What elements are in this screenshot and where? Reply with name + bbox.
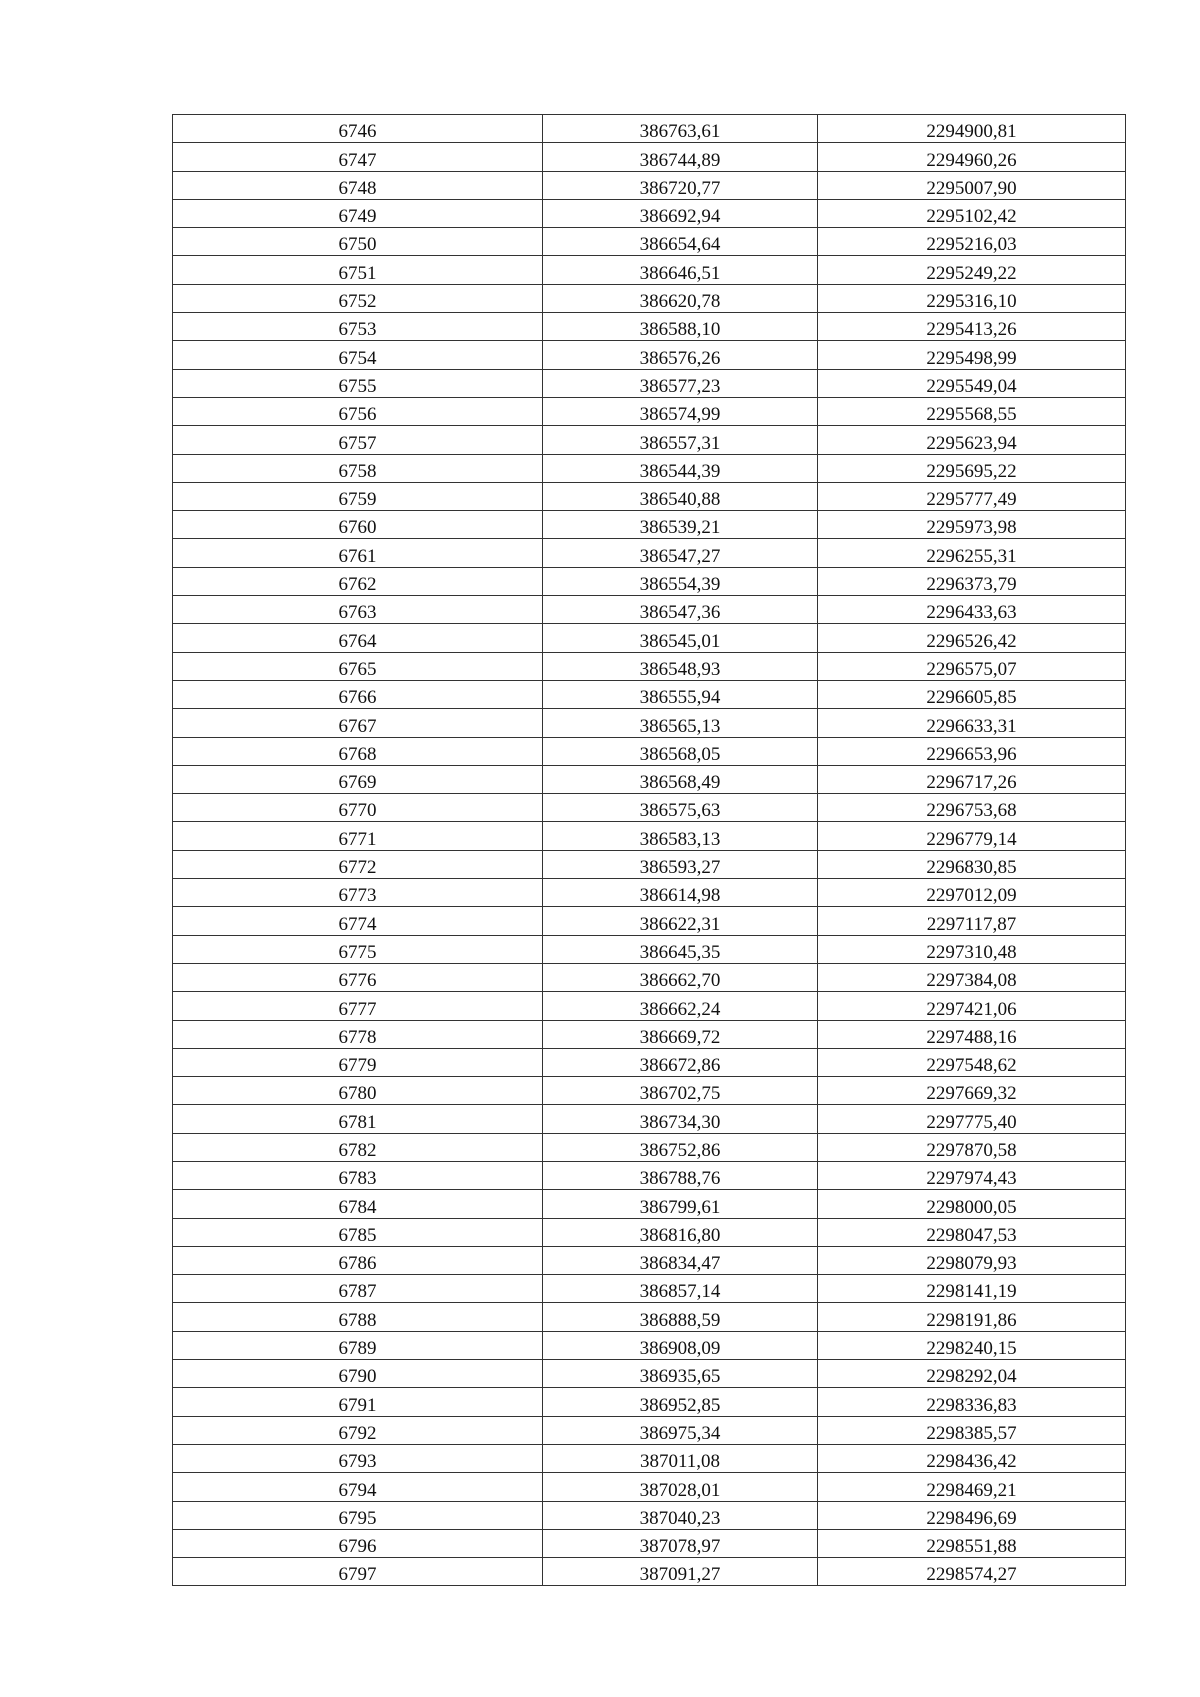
table-row	[173, 963, 1126, 991]
table-row	[173, 482, 1126, 510]
coordinates-table-body	[173, 115, 1126, 1586]
point-number-cell: 6756	[173, 397, 543, 425]
x-coordinate-cell: 387028,01	[543, 1473, 818, 1501]
table-row	[173, 1077, 1126, 1105]
table-row	[173, 1048, 1126, 1076]
y-coordinate-cell: 2297310,48	[818, 935, 1126, 963]
table-row	[173, 737, 1126, 765]
point-number-cell: 6784	[173, 1190, 543, 1218]
y-coordinate-cell: 2297488,16	[818, 1020, 1126, 1048]
y-coordinate-cell: 2298336,83	[818, 1388, 1126, 1416]
x-coordinate-cell: 386799,61	[543, 1190, 818, 1218]
point-number-cell: 6752	[173, 284, 543, 312]
x-coordinate-cell: 386744,89	[543, 143, 818, 171]
x-coordinate-cell: 386545,01	[543, 624, 818, 652]
x-coordinate-cell: 386593,27	[543, 850, 818, 878]
y-coordinate-cell: 2295498,99	[818, 341, 1126, 369]
table-row	[173, 1020, 1126, 1048]
y-coordinate-cell: 2297775,40	[818, 1105, 1126, 1133]
table-row	[173, 992, 1126, 1020]
table-row	[173, 539, 1126, 567]
table-row	[173, 1558, 1126, 1586]
point-number-cell: 6751	[173, 256, 543, 284]
y-coordinate-cell: 2298574,27	[818, 1558, 1126, 1586]
table-row	[173, 1303, 1126, 1331]
x-coordinate-cell: 386544,39	[543, 454, 818, 482]
y-coordinate-cell: 2294960,26	[818, 143, 1126, 171]
table-row	[173, 143, 1126, 171]
x-coordinate-cell: 386788,76	[543, 1161, 818, 1189]
x-coordinate-cell: 387040,23	[543, 1501, 818, 1529]
x-coordinate-cell: 386669,72	[543, 1020, 818, 1048]
x-coordinate-cell: 386576,26	[543, 341, 818, 369]
point-number-cell: 6748	[173, 171, 543, 199]
point-number-cell: 6766	[173, 680, 543, 708]
y-coordinate-cell: 2296633,31	[818, 709, 1126, 737]
x-coordinate-cell: 387091,27	[543, 1558, 818, 1586]
y-coordinate-cell: 2296373,79	[818, 567, 1126, 595]
table-row	[173, 1190, 1126, 1218]
y-coordinate-cell: 2298000,05	[818, 1190, 1126, 1218]
point-number-cell: 6782	[173, 1133, 543, 1161]
table-row	[173, 709, 1126, 737]
table-row	[173, 1473, 1126, 1501]
x-coordinate-cell: 386952,85	[543, 1388, 818, 1416]
table-row	[173, 171, 1126, 199]
point-number-cell: 6776	[173, 963, 543, 991]
x-coordinate-cell: 386816,80	[543, 1218, 818, 1246]
point-number-cell: 6746	[173, 115, 543, 143]
y-coordinate-cell: 2296575,07	[818, 652, 1126, 680]
y-coordinate-cell: 2296653,96	[818, 737, 1126, 765]
y-coordinate-cell: 2296433,63	[818, 596, 1126, 624]
x-coordinate-cell: 387078,97	[543, 1529, 818, 1557]
y-coordinate-cell: 2297012,09	[818, 879, 1126, 907]
x-coordinate-cell: 386975,34	[543, 1416, 818, 1444]
y-coordinate-cell: 2295973,98	[818, 511, 1126, 539]
point-number-cell: 6792	[173, 1416, 543, 1444]
table-row	[173, 907, 1126, 935]
y-coordinate-cell: 2297421,06	[818, 992, 1126, 1020]
y-coordinate-cell: 2297669,32	[818, 1077, 1126, 1105]
point-number-cell: 6767	[173, 709, 543, 737]
x-coordinate-cell: 386548,93	[543, 652, 818, 680]
point-number-cell: 6770	[173, 794, 543, 822]
table-row	[173, 369, 1126, 397]
point-number-cell: 6790	[173, 1360, 543, 1388]
x-coordinate-cell: 386555,94	[543, 680, 818, 708]
point-number-cell: 6786	[173, 1246, 543, 1274]
y-coordinate-cell: 2295695,22	[818, 454, 1126, 482]
x-coordinate-cell: 386539,21	[543, 511, 818, 539]
point-number-cell: 6768	[173, 737, 543, 765]
table-row	[173, 397, 1126, 425]
y-coordinate-cell: 2296753,68	[818, 794, 1126, 822]
x-coordinate-cell: 386752,86	[543, 1133, 818, 1161]
x-coordinate-cell: 387011,08	[543, 1444, 818, 1472]
y-coordinate-cell: 2297117,87	[818, 907, 1126, 935]
y-coordinate-cell: 2296830,85	[818, 850, 1126, 878]
table-row	[173, 313, 1126, 341]
point-number-cell: 6787	[173, 1275, 543, 1303]
coordinates-table	[172, 114, 1126, 1586]
table-row	[173, 680, 1126, 708]
point-number-cell: 6777	[173, 992, 543, 1020]
y-coordinate-cell: 2295623,94	[818, 426, 1126, 454]
point-number-cell: 6772	[173, 850, 543, 878]
y-coordinate-cell: 2295216,03	[818, 228, 1126, 256]
point-number-cell: 6763	[173, 596, 543, 624]
y-coordinate-cell: 2298469,21	[818, 1473, 1126, 1501]
table-row	[173, 652, 1126, 680]
x-coordinate-cell: 386620,78	[543, 284, 818, 312]
point-number-cell: 6765	[173, 652, 543, 680]
point-number-cell: 6774	[173, 907, 543, 935]
x-coordinate-cell: 386834,47	[543, 1246, 818, 1274]
point-number-cell: 6750	[173, 228, 543, 256]
table-row	[173, 822, 1126, 850]
table-row	[173, 1218, 1126, 1246]
x-coordinate-cell: 386672,86	[543, 1048, 818, 1076]
x-coordinate-cell: 386568,49	[543, 765, 818, 793]
x-coordinate-cell: 386720,77	[543, 171, 818, 199]
table-row	[173, 1501, 1126, 1529]
table-row	[173, 596, 1126, 624]
x-coordinate-cell: 386646,51	[543, 256, 818, 284]
x-coordinate-cell: 386935,65	[543, 1360, 818, 1388]
y-coordinate-cell: 2298079,93	[818, 1246, 1126, 1274]
point-number-cell: 6775	[173, 935, 543, 963]
table-row	[173, 284, 1126, 312]
y-coordinate-cell: 2295249,22	[818, 256, 1126, 284]
table-row	[173, 115, 1126, 143]
y-coordinate-cell: 2298385,57	[818, 1416, 1126, 1444]
table-row	[173, 1444, 1126, 1472]
table-row	[173, 1275, 1126, 1303]
y-coordinate-cell: 2297870,58	[818, 1133, 1126, 1161]
x-coordinate-cell: 386547,27	[543, 539, 818, 567]
table-row	[173, 794, 1126, 822]
point-number-cell: 6758	[173, 454, 543, 482]
y-coordinate-cell: 2298551,88	[818, 1529, 1126, 1557]
table-row	[173, 1416, 1126, 1444]
point-number-cell: 6779	[173, 1048, 543, 1076]
y-coordinate-cell: 2298436,42	[818, 1444, 1126, 1472]
y-coordinate-cell: 2294900,81	[818, 115, 1126, 143]
table-row	[173, 850, 1126, 878]
x-coordinate-cell: 386654,64	[543, 228, 818, 256]
table-row	[173, 567, 1126, 595]
y-coordinate-cell: 2298047,53	[818, 1218, 1126, 1246]
x-coordinate-cell: 386734,30	[543, 1105, 818, 1133]
table-row	[173, 624, 1126, 652]
point-number-cell: 6796	[173, 1529, 543, 1557]
y-coordinate-cell: 2295316,10	[818, 284, 1126, 312]
y-coordinate-cell: 2297974,43	[818, 1161, 1126, 1189]
x-coordinate-cell: 386857,14	[543, 1275, 818, 1303]
x-coordinate-cell: 386575,63	[543, 794, 818, 822]
point-number-cell: 6773	[173, 879, 543, 907]
y-coordinate-cell: 2295568,55	[818, 397, 1126, 425]
point-number-cell: 6795	[173, 1501, 543, 1529]
point-number-cell: 6747	[173, 143, 543, 171]
x-coordinate-cell: 386662,70	[543, 963, 818, 991]
table-row	[173, 1360, 1126, 1388]
x-coordinate-cell: 386614,98	[543, 879, 818, 907]
table-row	[173, 935, 1126, 963]
y-coordinate-cell: 2295413,26	[818, 313, 1126, 341]
point-number-cell: 6789	[173, 1331, 543, 1359]
y-coordinate-cell: 2295007,90	[818, 171, 1126, 199]
x-coordinate-cell: 386557,31	[543, 426, 818, 454]
x-coordinate-cell: 386888,59	[543, 1303, 818, 1331]
x-coordinate-cell: 386583,13	[543, 822, 818, 850]
x-coordinate-cell: 386645,35	[543, 935, 818, 963]
table-row	[173, 1161, 1126, 1189]
point-number-cell: 6785	[173, 1218, 543, 1246]
point-number-cell: 6759	[173, 482, 543, 510]
y-coordinate-cell: 2296605,85	[818, 680, 1126, 708]
point-number-cell: 6783	[173, 1161, 543, 1189]
table-row	[173, 1529, 1126, 1557]
x-coordinate-cell: 386702,75	[543, 1077, 818, 1105]
point-number-cell: 6778	[173, 1020, 543, 1048]
x-coordinate-cell: 386588,10	[543, 313, 818, 341]
x-coordinate-cell: 386547,36	[543, 596, 818, 624]
table-row	[173, 1246, 1126, 1274]
table-row	[173, 454, 1126, 482]
table-row	[173, 511, 1126, 539]
y-coordinate-cell: 2298240,15	[818, 1331, 1126, 1359]
point-number-cell: 6757	[173, 426, 543, 454]
table-row	[173, 1105, 1126, 1133]
x-coordinate-cell: 386622,31	[543, 907, 818, 935]
table-row	[173, 228, 1126, 256]
x-coordinate-cell: 386692,94	[543, 199, 818, 227]
table-row	[173, 879, 1126, 907]
point-number-cell: 6793	[173, 1444, 543, 1472]
table-row	[173, 1331, 1126, 1359]
point-number-cell: 6760	[173, 511, 543, 539]
point-number-cell: 6781	[173, 1105, 543, 1133]
point-number-cell: 6753	[173, 313, 543, 341]
y-coordinate-cell: 2295549,04	[818, 369, 1126, 397]
x-coordinate-cell: 386540,88	[543, 482, 818, 510]
point-number-cell: 6794	[173, 1473, 543, 1501]
point-number-cell: 6797	[173, 1558, 543, 1586]
x-coordinate-cell: 386574,99	[543, 397, 818, 425]
y-coordinate-cell: 2295102,42	[818, 199, 1126, 227]
x-coordinate-cell: 386577,23	[543, 369, 818, 397]
point-number-cell: 6788	[173, 1303, 543, 1331]
point-number-cell: 6780	[173, 1077, 543, 1105]
table-row	[173, 256, 1126, 284]
y-coordinate-cell: 2298292,04	[818, 1360, 1126, 1388]
table-row	[173, 341, 1126, 369]
y-coordinate-cell: 2295777,49	[818, 482, 1126, 510]
y-coordinate-cell: 2297548,62	[818, 1048, 1126, 1076]
table-row	[173, 1388, 1126, 1416]
y-coordinate-cell: 2298496,69	[818, 1501, 1126, 1529]
point-number-cell: 6754	[173, 341, 543, 369]
y-coordinate-cell: 2298141,19	[818, 1275, 1126, 1303]
y-coordinate-cell: 2297384,08	[818, 963, 1126, 991]
x-coordinate-cell: 386568,05	[543, 737, 818, 765]
x-coordinate-cell: 386565,13	[543, 709, 818, 737]
y-coordinate-cell: 2296255,31	[818, 539, 1126, 567]
table-row	[173, 199, 1126, 227]
point-number-cell: 6762	[173, 567, 543, 595]
point-number-cell: 6771	[173, 822, 543, 850]
table-row	[173, 765, 1126, 793]
x-coordinate-cell: 386763,61	[543, 115, 818, 143]
x-coordinate-cell: 386554,39	[543, 567, 818, 595]
table-row	[173, 426, 1126, 454]
y-coordinate-cell: 2298191,86	[818, 1303, 1126, 1331]
point-number-cell: 6764	[173, 624, 543, 652]
x-coordinate-cell: 386662,24	[543, 992, 818, 1020]
x-coordinate-cell: 386908,09	[543, 1331, 818, 1359]
table-row	[173, 1133, 1126, 1161]
point-number-cell: 6755	[173, 369, 543, 397]
point-number-cell: 6791	[173, 1388, 543, 1416]
point-number-cell: 6769	[173, 765, 543, 793]
point-number-cell: 6761	[173, 539, 543, 567]
y-coordinate-cell: 2296717,26	[818, 765, 1126, 793]
y-coordinate-cell: 2296526,42	[818, 624, 1126, 652]
y-coordinate-cell: 2296779,14	[818, 822, 1126, 850]
point-number-cell: 6749	[173, 199, 543, 227]
